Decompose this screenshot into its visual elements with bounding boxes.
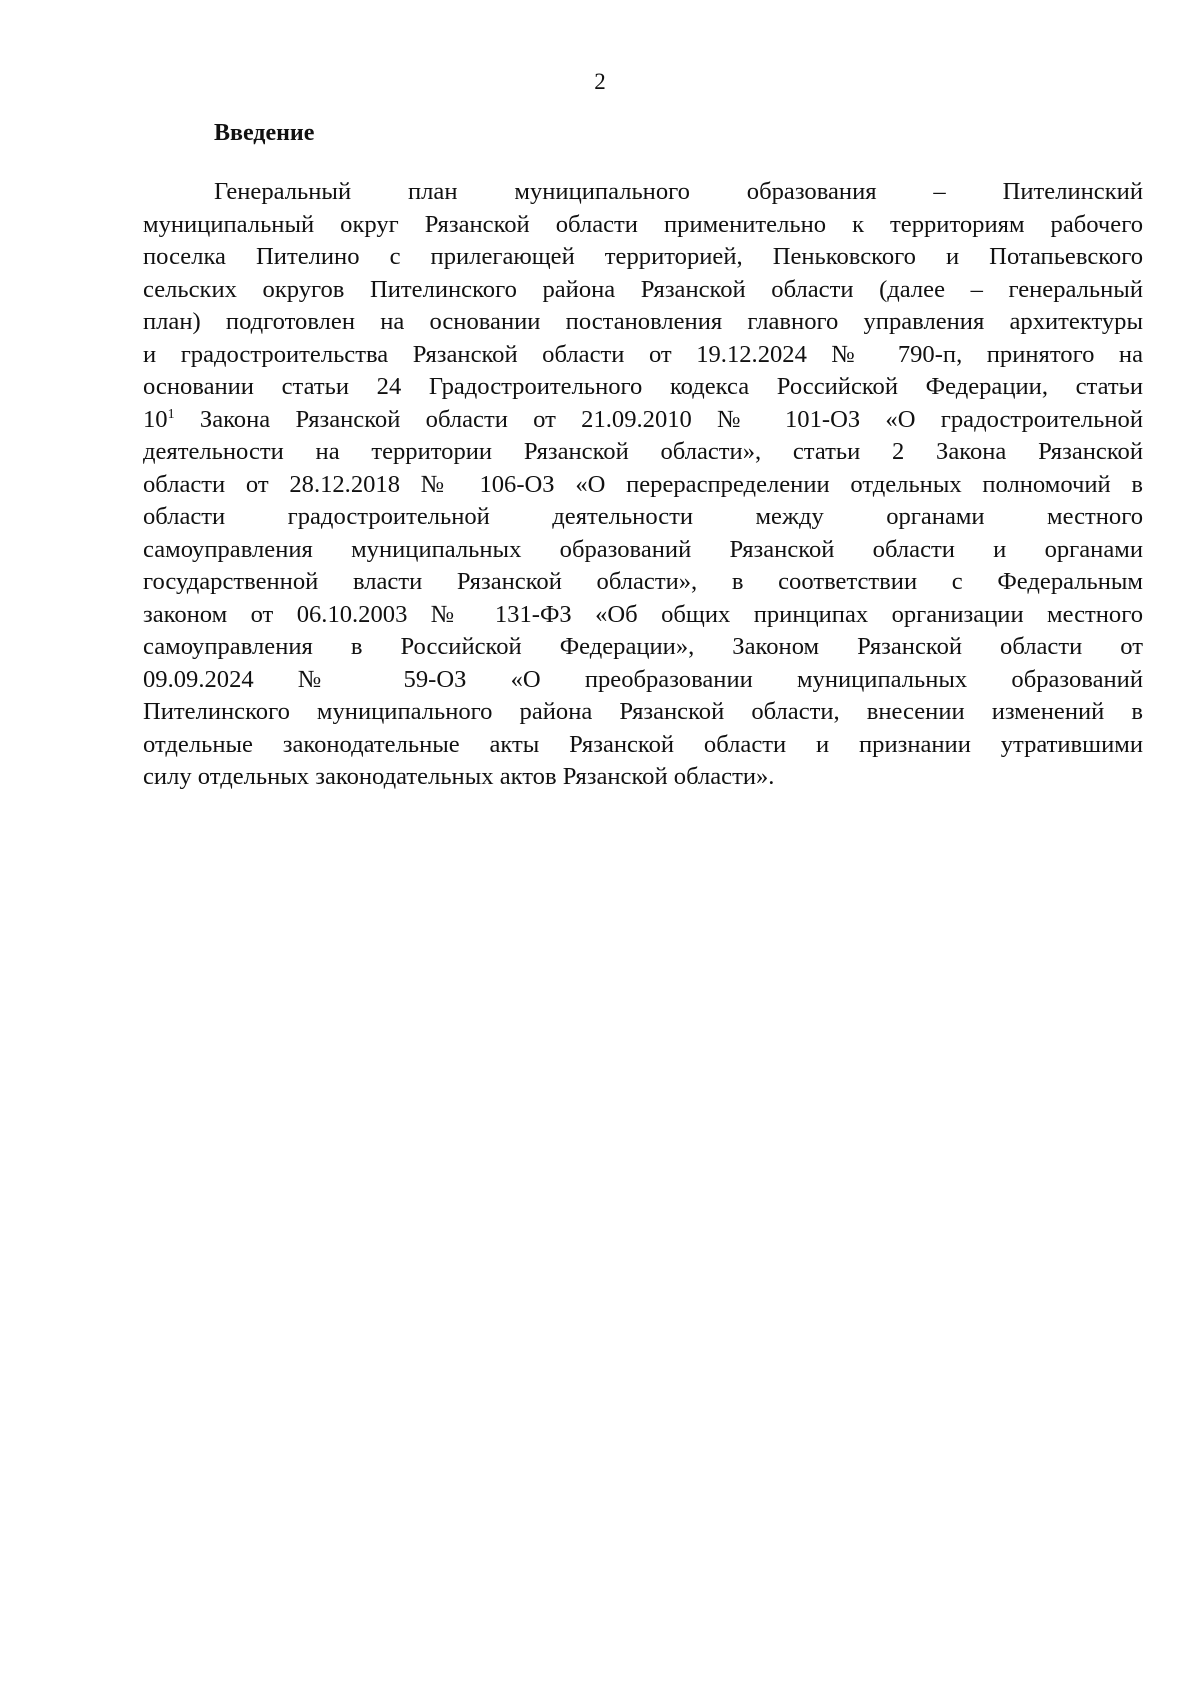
paragraph-line: самоуправления в Российской Федерации», Законом Рязанской области от — [143, 633, 1143, 660]
section-heading: Введение — [214, 120, 315, 146]
paragraph-line-text: Закона Рязанской области от 21.09.2010 № 101-ОЗ «О градостроительной — [199, 405, 1143, 433]
paragraph-line: основании статьи 24 Градостроительного кодекса Российской Федерации, статьи — [143, 373, 1143, 400]
paragraph-line: деятельности на территории Рязанской области», статьи 2 Закона Рязанской — [143, 438, 1143, 465]
paragraph-line: и градостроительства Рязанской области от 19.12.2024 № 790-п, принятого на — [143, 340, 1143, 368]
paragraph-line: сельских округов Пителинского района Рязанской области (далее – генеральный — [143, 275, 1143, 303]
paragraph-line: Пителинского муниципального района Рязанской области, внесении изменений в — [143, 698, 1143, 725]
intro-paragraph — [143, 176, 1143, 794]
paragraph-line: поселка Пителино с прилегающей территорией, Пеньковского и Потапьевского — [143, 243, 1143, 270]
paragraph-line-with-superscript — [143, 404, 1143, 437]
paragraph-line: план) подготовлен на основании постановления главного управления архитектуры — [143, 308, 1143, 335]
paragraph-last-line: силу отдельных законодательных актов Рязанской области». — [143, 763, 775, 790]
paragraph-line: законом от 06.10.2003 № 131-ФЗ «Об общих принципах организации местного — [143, 600, 1143, 628]
page-number: 2 — [594, 69, 606, 94]
article-superscript: 1 — [167, 406, 175, 422]
paragraph-line: самоуправления муниципальных образований Рязанской области и органами — [143, 535, 1143, 563]
paragraph-line: области от 28.12.2018 № 106-ОЗ «О перераспределении отдельных полномочий в — [143, 470, 1143, 498]
paragraph-line: отдельные законодательные акты Рязанской области и признании утратившими — [143, 730, 1143, 758]
paragraph-line: государственной власти Рязанской области», в соответствии с Федеральным — [143, 568, 1143, 595]
paragraph-line: области градостроительной деятельности между органами местного — [143, 503, 1143, 530]
paragraph-line: Генеральный план муниципального образования – Пителинский — [214, 178, 1143, 205]
paragraph-line: 09.09.2024 № 59-ОЗ «О преобразовании муниципальных образований — [143, 665, 1143, 693]
article-number: 10 — [143, 405, 168, 433]
paragraph-line: муниципальный округ Рязанской области применительно к территориям рабочего — [143, 210, 1143, 238]
